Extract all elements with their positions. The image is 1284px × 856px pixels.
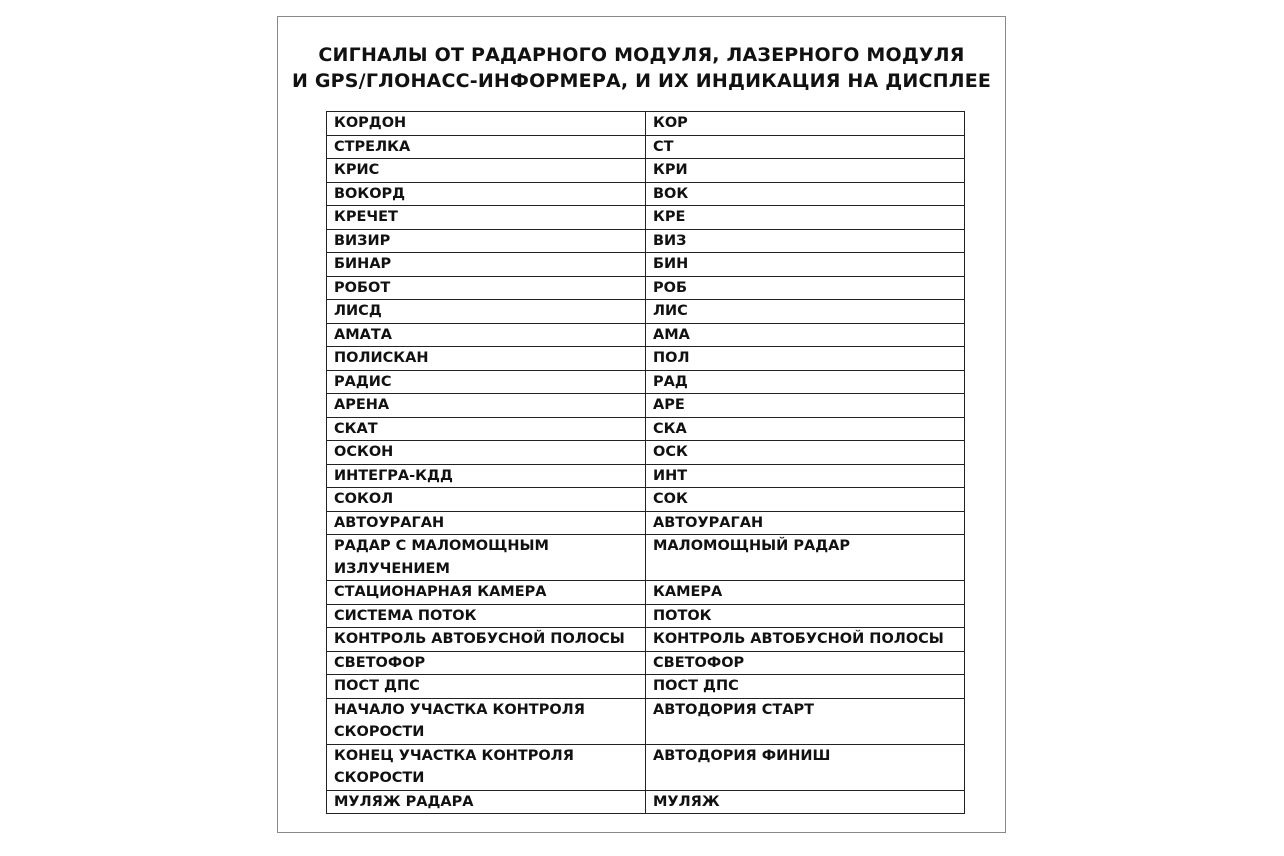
signal-name-cell: РАДИС	[327, 370, 646, 394]
table-row	[327, 675, 965, 699]
table-row	[327, 628, 965, 652]
display-indication-cell: АРЕ	[646, 394, 965, 418]
display-indication-cell: ПОТОК	[646, 604, 965, 628]
signal-name-cell: АВТОУРАГАН	[327, 511, 646, 535]
signal-name-cell: КРИС	[327, 159, 646, 183]
signal-name-cell: КОНЕЦ УЧАСТКА КОНТРОЛЯ СКОРОСТИ	[327, 744, 646, 790]
table-row	[327, 744, 965, 790]
display-indication-cell: ОСК	[646, 441, 965, 465]
table-row	[327, 417, 965, 441]
display-indication-cell: РОБ	[646, 276, 965, 300]
signal-name-cell: СТРЕЛКА	[327, 135, 646, 159]
signal-name-cell: СИСТЕМА ПОТОК	[327, 604, 646, 628]
signal-name-cell: АМАТА	[327, 323, 646, 347]
display-indication-cell: СТ	[646, 135, 965, 159]
display-indication-cell: СОК	[646, 488, 965, 512]
signal-name-cell: НАЧАЛО УЧАСТКА КОНТРОЛЯ СКОРОСТИ	[327, 698, 646, 744]
table-row	[327, 135, 965, 159]
display-indication-cell: МАЛОМОЩНЫЙ РАДАР	[646, 535, 965, 581]
signal-name-cell: ВОКОРД	[327, 182, 646, 206]
table-row	[327, 464, 965, 488]
display-indication-cell: ИНТ	[646, 464, 965, 488]
display-indication-cell: КОР	[646, 112, 965, 136]
signal-name-cell: МУЛЯЖ РАДАРА	[327, 790, 646, 814]
display-indication-cell: МУЛЯЖ	[646, 790, 965, 814]
display-indication-cell: ПОСТ ДПС	[646, 675, 965, 699]
signal-name-cell: ОСКОН	[327, 441, 646, 465]
display-indication-cell: АМА	[646, 323, 965, 347]
display-indication-cell: КОНТРОЛЬ АВТОБУСНОЙ ПОЛОСЫ	[646, 628, 965, 652]
table-row	[327, 698, 965, 744]
table-row	[327, 347, 965, 371]
table-row	[327, 229, 965, 253]
table-row	[327, 159, 965, 183]
signal-name-cell: ИНТЕГРА-КДД	[327, 464, 646, 488]
display-indication-cell: СКА	[646, 417, 965, 441]
table-row	[327, 300, 965, 324]
table-row	[327, 323, 965, 347]
display-indication-cell: ПОЛ	[646, 347, 965, 371]
signal-name-cell: ЛИСД	[327, 300, 646, 324]
table-row	[327, 182, 965, 206]
signal-name-cell: СОКОЛ	[327, 488, 646, 512]
display-indication-cell: ВИЗ	[646, 229, 965, 253]
document-page	[277, 16, 1006, 833]
signal-name-cell: СТАЦИОНАРНАЯ КАМЕРА	[327, 581, 646, 605]
table-row	[327, 790, 965, 814]
table-row	[327, 581, 965, 605]
display-indication-cell: ЛИС	[646, 300, 965, 324]
display-indication-cell: ВОК	[646, 182, 965, 206]
table-row	[327, 604, 965, 628]
display-indication-cell: СВЕТОФОР	[646, 651, 965, 675]
display-indication-cell: КРИ	[646, 159, 965, 183]
signal-name-cell: ПОСТ ДПС	[327, 675, 646, 699]
display-indication-cell: КРЕ	[646, 206, 965, 230]
table-row	[327, 511, 965, 535]
table-row	[327, 112, 965, 136]
signal-name-cell: КОНТРОЛЬ АВТОБУСНОЙ ПОЛОСЫ	[327, 628, 646, 652]
display-indication-cell: РАД	[646, 370, 965, 394]
display-indication-cell: АВТОУРАГАН	[646, 511, 965, 535]
page-title	[278, 42, 1005, 94]
table-row	[327, 394, 965, 418]
signal-name-cell: АРЕНА	[327, 394, 646, 418]
signal-name-cell: РАДАР С МАЛОМОЩНЫМ ИЗЛУЧЕНИЕМ	[327, 535, 646, 581]
signal-name-cell: КРЕЧЕТ	[327, 206, 646, 230]
table-row	[327, 253, 965, 277]
table-row	[327, 276, 965, 300]
signal-name-cell: СКАТ	[327, 417, 646, 441]
display-indication-cell: КАМЕРА	[646, 581, 965, 605]
display-indication-cell: АВТОДОРИЯ ФИНИШ	[646, 744, 965, 790]
table-row	[327, 535, 965, 581]
title-line-1: СИГНАЛЫ ОТ РАДАРНОГО МОДУЛЯ, ЛАЗЕРНОГО МОДУЛЯ	[318, 44, 965, 66]
signal-name-cell: КОРДОН	[327, 112, 646, 136]
table-row	[327, 441, 965, 465]
display-indication-cell: АВТОДОРИЯ СТАРТ	[646, 698, 965, 744]
table-row	[327, 488, 965, 512]
table-row	[327, 651, 965, 675]
signal-name-cell: ВИЗИР	[327, 229, 646, 253]
signal-name-cell: РОБОТ	[327, 276, 646, 300]
table-row	[327, 206, 965, 230]
signal-name-cell: СВЕТОФОР	[327, 651, 646, 675]
table-row	[327, 370, 965, 394]
display-indication-cell: БИН	[646, 253, 965, 277]
signal-name-cell: БИНАР	[327, 253, 646, 277]
signals-table	[326, 111, 965, 814]
signal-name-cell: ПОЛИСКАН	[327, 347, 646, 371]
title-line-2: И GPS/ГЛОНАСС-ИНФОРМЕРА, И ИХ ИНДИКАЦИЯ НА ДИСПЛЕЕ	[291, 70, 992, 92]
